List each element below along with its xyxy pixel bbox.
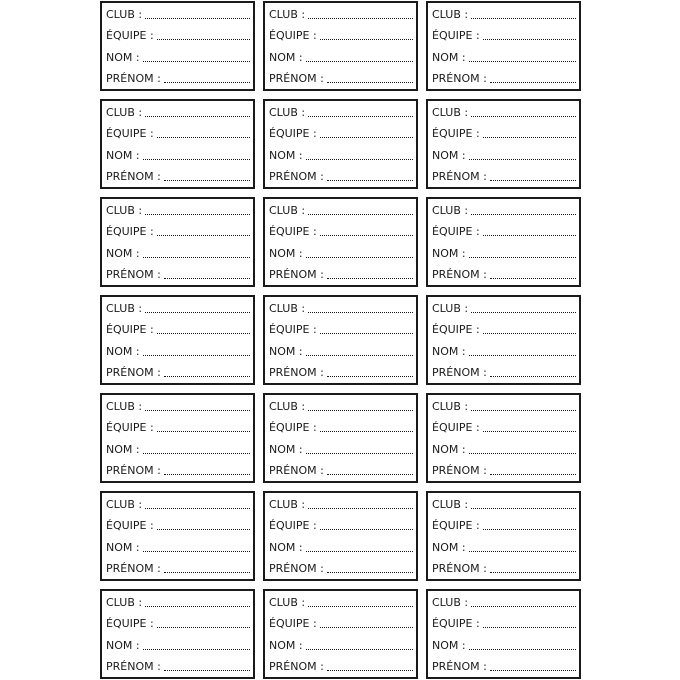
field-label: PRÉNOM : bbox=[432, 71, 487, 85]
field-label: NOM : bbox=[269, 540, 303, 554]
field-row-prenom bbox=[432, 264, 576, 285]
dotted-fill-line[interactable] bbox=[483, 529, 576, 530]
field-label: NOM : bbox=[106, 540, 140, 554]
field-row-equipe bbox=[269, 515, 413, 536]
dotted-fill-line[interactable] bbox=[320, 137, 413, 138]
field-label: CLUB : bbox=[106, 106, 143, 119]
field-label: ÉQUIPE : bbox=[269, 519, 317, 533]
dotted-fill-line[interactable] bbox=[308, 508, 413, 509]
field-row-nom bbox=[432, 439, 576, 460]
field-label: PRÉNOM : bbox=[269, 463, 324, 477]
field-row-equipe bbox=[106, 613, 250, 634]
field-label: PRÉNOM : bbox=[106, 659, 161, 673]
label-card bbox=[426, 491, 581, 581]
field-row-nom bbox=[432, 47, 576, 68]
field-row-prenom bbox=[106, 656, 250, 677]
dotted-fill-line[interactable] bbox=[469, 257, 576, 258]
dotted-fill-line[interactable] bbox=[143, 257, 250, 258]
dotted-fill-line[interactable] bbox=[145, 410, 250, 411]
field-row-club bbox=[106, 298, 250, 319]
field-row-prenom bbox=[432, 656, 576, 677]
field-row-club bbox=[432, 102, 576, 123]
field-row-nom bbox=[269, 635, 413, 656]
dotted-fill-line[interactable] bbox=[483, 627, 576, 628]
field-label: NOM : bbox=[432, 540, 466, 554]
dotted-fill-line[interactable] bbox=[157, 235, 250, 236]
field-row-nom bbox=[269, 439, 413, 460]
field-label: PRÉNOM : bbox=[432, 169, 487, 183]
dotted-fill-line[interactable] bbox=[320, 529, 413, 530]
field-label: PRÉNOM : bbox=[106, 71, 161, 85]
dotted-fill-line[interactable] bbox=[471, 116, 576, 117]
dotted-fill-line[interactable] bbox=[145, 606, 250, 607]
dotted-fill-line[interactable] bbox=[157, 627, 250, 628]
dotted-fill-line[interactable] bbox=[471, 508, 576, 509]
field-row-equipe bbox=[269, 319, 413, 340]
field-label: NOM : bbox=[432, 344, 466, 358]
field-label: ÉQUIPE : bbox=[106, 617, 154, 631]
dotted-fill-line[interactable] bbox=[471, 214, 576, 215]
dotted-fill-line[interactable] bbox=[327, 278, 413, 279]
field-row-equipe bbox=[269, 417, 413, 438]
dotted-fill-line[interactable] bbox=[143, 649, 250, 650]
field-label: ÉQUIPE : bbox=[106, 29, 154, 43]
field-label: NOM : bbox=[269, 50, 303, 64]
label-card bbox=[263, 295, 418, 385]
label-card bbox=[100, 197, 255, 287]
dotted-fill-line[interactable] bbox=[145, 214, 250, 215]
field-row-nom bbox=[269, 145, 413, 166]
field-label: ÉQUIPE : bbox=[106, 519, 154, 533]
dotted-fill-line[interactable] bbox=[308, 410, 413, 411]
field-label: ÉQUIPE : bbox=[269, 421, 317, 435]
field-row-club bbox=[106, 592, 250, 613]
dotted-fill-line[interactable] bbox=[308, 606, 413, 607]
label-card bbox=[263, 1, 418, 91]
dotted-fill-line[interactable] bbox=[490, 278, 576, 279]
dotted-fill-line[interactable] bbox=[145, 116, 250, 117]
field-label: CLUB : bbox=[106, 596, 143, 609]
field-label: ÉQUIPE : bbox=[269, 617, 317, 631]
field-label: ÉQUIPE : bbox=[432, 323, 480, 337]
field-label: CLUB : bbox=[432, 204, 469, 217]
dotted-fill-line[interactable] bbox=[469, 159, 576, 160]
dotted-fill-line[interactable] bbox=[164, 670, 250, 671]
field-row-equipe bbox=[106, 515, 250, 536]
field-label: NOM : bbox=[269, 442, 303, 456]
field-label: ÉQUIPE : bbox=[432, 617, 480, 631]
field-row-nom bbox=[106, 439, 250, 460]
field-row-equipe bbox=[432, 123, 576, 144]
dotted-fill-line[interactable] bbox=[157, 137, 250, 138]
label-card bbox=[263, 589, 418, 679]
field-row-nom bbox=[269, 243, 413, 264]
field-label: CLUB : bbox=[269, 400, 306, 413]
field-label: PRÉNOM : bbox=[106, 463, 161, 477]
dotted-fill-line[interactable] bbox=[164, 376, 250, 377]
field-row-equipe bbox=[432, 25, 576, 46]
dotted-fill-line[interactable] bbox=[469, 649, 576, 650]
field-label: CLUB : bbox=[269, 302, 306, 315]
field-label: NOM : bbox=[106, 442, 140, 456]
field-label: ÉQUIPE : bbox=[432, 29, 480, 43]
field-label: NOM : bbox=[269, 148, 303, 162]
dotted-fill-line[interactable] bbox=[164, 180, 250, 181]
field-row-prenom bbox=[106, 558, 250, 579]
field-label: NOM : bbox=[269, 344, 303, 358]
field-row-nom bbox=[432, 243, 576, 264]
field-label: PRÉNOM : bbox=[432, 267, 487, 281]
field-label: ÉQUIPE : bbox=[106, 421, 154, 435]
field-row-club bbox=[106, 200, 250, 221]
field-label: CLUB : bbox=[269, 498, 306, 511]
field-label: NOM : bbox=[106, 246, 140, 260]
field-row-club bbox=[269, 200, 413, 221]
field-label: PRÉNOM : bbox=[432, 561, 487, 575]
field-row-nom bbox=[106, 243, 250, 264]
field-row-nom bbox=[106, 341, 250, 362]
field-row-equipe bbox=[106, 319, 250, 340]
field-label: PRÉNOM : bbox=[269, 561, 324, 575]
field-row-prenom bbox=[106, 362, 250, 383]
field-row-equipe bbox=[106, 221, 250, 242]
dotted-fill-line[interactable] bbox=[327, 180, 413, 181]
field-row-equipe bbox=[432, 515, 576, 536]
field-label: ÉQUIPE : bbox=[269, 323, 317, 337]
field-label: CLUB : bbox=[269, 596, 306, 609]
dotted-fill-line[interactable] bbox=[490, 572, 576, 573]
dotted-fill-line[interactable] bbox=[490, 474, 576, 475]
dotted-fill-line[interactable] bbox=[327, 572, 413, 573]
field-row-prenom bbox=[106, 166, 250, 187]
field-label: NOM : bbox=[269, 638, 303, 652]
field-row-club bbox=[106, 102, 250, 123]
dotted-fill-line[interactable] bbox=[327, 376, 413, 377]
dotted-fill-line[interactable] bbox=[306, 159, 413, 160]
dotted-fill-line[interactable] bbox=[157, 333, 250, 334]
dotted-fill-line[interactable] bbox=[308, 18, 413, 19]
field-row-nom bbox=[269, 537, 413, 558]
field-row-club bbox=[432, 396, 576, 417]
field-label: CLUB : bbox=[269, 204, 306, 217]
field-label: ÉQUIPE : bbox=[269, 29, 317, 43]
dotted-fill-line[interactable] bbox=[327, 474, 413, 475]
dotted-fill-line[interactable] bbox=[164, 474, 250, 475]
field-row-nom bbox=[432, 145, 576, 166]
field-row-prenom bbox=[269, 264, 413, 285]
dotted-fill-line[interactable] bbox=[157, 529, 250, 530]
field-label: ÉQUIPE : bbox=[432, 519, 480, 533]
field-row-club bbox=[269, 592, 413, 613]
field-row-club bbox=[269, 396, 413, 417]
dotted-fill-line[interactable] bbox=[490, 376, 576, 377]
label-card bbox=[263, 197, 418, 287]
field-row-prenom bbox=[106, 68, 250, 89]
dotted-fill-line[interactable] bbox=[469, 355, 576, 356]
field-row-prenom bbox=[269, 656, 413, 677]
field-row-equipe bbox=[432, 613, 576, 634]
dotted-fill-line[interactable] bbox=[306, 649, 413, 650]
field-label: ÉQUIPE : bbox=[106, 323, 154, 337]
field-row-equipe bbox=[432, 221, 576, 242]
dotted-fill-line[interactable] bbox=[143, 453, 250, 454]
field-label: CLUB : bbox=[106, 8, 143, 21]
label-card bbox=[100, 589, 255, 679]
dotted-fill-line[interactable] bbox=[471, 18, 576, 19]
field-label: PRÉNOM : bbox=[106, 365, 161, 379]
dotted-fill-line[interactable] bbox=[490, 670, 576, 671]
dotted-fill-line[interactable] bbox=[320, 627, 413, 628]
field-label: CLUB : bbox=[432, 596, 469, 609]
field-row-prenom bbox=[432, 362, 576, 383]
dotted-fill-line[interactable] bbox=[483, 137, 576, 138]
dotted-fill-line[interactable] bbox=[483, 431, 576, 432]
field-label: PRÉNOM : bbox=[106, 561, 161, 575]
field-label: CLUB : bbox=[106, 400, 143, 413]
field-row-club bbox=[432, 592, 576, 613]
label-card bbox=[100, 295, 255, 385]
field-label: PRÉNOM : bbox=[269, 169, 324, 183]
label-card bbox=[100, 1, 255, 91]
field-row-prenom bbox=[106, 460, 250, 481]
field-label: NOM : bbox=[432, 638, 466, 652]
field-label: PRÉNOM : bbox=[269, 659, 324, 673]
dotted-fill-line[interactable] bbox=[157, 431, 250, 432]
dotted-fill-line[interactable] bbox=[490, 180, 576, 181]
dotted-fill-line[interactable] bbox=[306, 61, 413, 62]
field-row-club bbox=[269, 102, 413, 123]
dotted-fill-line[interactable] bbox=[327, 670, 413, 671]
dotted-fill-line[interactable] bbox=[327, 82, 413, 83]
field-row-prenom bbox=[269, 68, 413, 89]
field-label: CLUB : bbox=[106, 204, 143, 217]
field-row-equipe bbox=[269, 25, 413, 46]
field-row-nom bbox=[432, 341, 576, 362]
field-label: PRÉNOM : bbox=[106, 267, 161, 281]
field-label: NOM : bbox=[432, 246, 466, 260]
field-label: CLUB : bbox=[432, 498, 469, 511]
label-card bbox=[263, 99, 418, 189]
field-label: NOM : bbox=[432, 50, 466, 64]
label-card bbox=[426, 589, 581, 679]
field-row-nom bbox=[106, 635, 250, 656]
field-label: PRÉNOM : bbox=[269, 267, 324, 281]
field-row-equipe bbox=[106, 25, 250, 46]
dotted-fill-line[interactable] bbox=[483, 39, 576, 40]
field-row-club bbox=[106, 396, 250, 417]
field-label: PRÉNOM : bbox=[269, 365, 324, 379]
dotted-fill-line[interactable] bbox=[164, 278, 250, 279]
dotted-fill-line[interactable] bbox=[306, 355, 413, 356]
dotted-fill-line[interactable] bbox=[471, 606, 576, 607]
dotted-fill-line[interactable] bbox=[469, 453, 576, 454]
field-label: ÉQUIPE : bbox=[269, 225, 317, 239]
field-row-equipe bbox=[269, 613, 413, 634]
dotted-fill-line[interactable] bbox=[320, 39, 413, 40]
field-row-equipe bbox=[432, 319, 576, 340]
field-label: ÉQUIPE : bbox=[432, 421, 480, 435]
field-row-nom bbox=[269, 341, 413, 362]
field-label: NOM : bbox=[106, 148, 140, 162]
field-label: NOM : bbox=[106, 50, 140, 64]
dotted-fill-line[interactable] bbox=[308, 312, 413, 313]
field-label: NOM : bbox=[432, 148, 466, 162]
field-row-prenom bbox=[269, 166, 413, 187]
dotted-fill-line[interactable] bbox=[483, 235, 576, 236]
label-card bbox=[426, 197, 581, 287]
dotted-fill-line[interactable] bbox=[164, 82, 250, 83]
label-card bbox=[100, 393, 255, 483]
field-row-prenom bbox=[432, 460, 576, 481]
label-card bbox=[426, 1, 581, 91]
field-row-nom bbox=[432, 537, 576, 558]
dotted-fill-line[interactable] bbox=[490, 82, 576, 83]
field-label: CLUB : bbox=[269, 106, 306, 119]
field-row-club bbox=[432, 494, 576, 515]
dotted-fill-line[interactable] bbox=[143, 551, 250, 552]
field-label: ÉQUIPE : bbox=[106, 225, 154, 239]
field-row-prenom bbox=[106, 264, 250, 285]
field-row-prenom bbox=[432, 68, 576, 89]
dotted-fill-line[interactable] bbox=[143, 159, 250, 160]
dotted-fill-line[interactable] bbox=[308, 116, 413, 117]
dotted-fill-line[interactable] bbox=[469, 551, 576, 552]
field-row-prenom bbox=[269, 558, 413, 579]
field-label: NOM : bbox=[106, 344, 140, 358]
field-row-nom bbox=[269, 47, 413, 68]
label-card bbox=[100, 99, 255, 189]
field-row-prenom bbox=[432, 166, 576, 187]
label-card bbox=[426, 393, 581, 483]
field-label: PRÉNOM : bbox=[432, 659, 487, 673]
field-label: PRÉNOM : bbox=[432, 365, 487, 379]
dotted-fill-line[interactable] bbox=[471, 410, 576, 411]
field-row-club bbox=[106, 494, 250, 515]
field-row-club bbox=[432, 298, 576, 319]
dotted-fill-line[interactable] bbox=[320, 431, 413, 432]
field-label: CLUB : bbox=[432, 302, 469, 315]
field-row-equipe bbox=[106, 123, 250, 144]
field-label: PRÉNOM : bbox=[106, 169, 161, 183]
field-label: ÉQUIPE : bbox=[432, 127, 480, 141]
field-row-nom bbox=[106, 145, 250, 166]
dotted-fill-line[interactable] bbox=[145, 18, 250, 19]
label-sheet bbox=[100, 1, 581, 679]
field-row-prenom bbox=[269, 362, 413, 383]
field-label: ÉQUIPE : bbox=[106, 127, 154, 141]
label-card bbox=[426, 295, 581, 385]
label-card bbox=[426, 99, 581, 189]
dotted-fill-line[interactable] bbox=[164, 572, 250, 573]
field-label: NOM : bbox=[106, 638, 140, 652]
dotted-fill-line[interactable] bbox=[483, 333, 576, 334]
dotted-fill-line[interactable] bbox=[157, 39, 250, 40]
field-row-nom bbox=[106, 537, 250, 558]
dotted-fill-line[interactable] bbox=[306, 453, 413, 454]
dotted-fill-line[interactable] bbox=[306, 551, 413, 552]
dotted-fill-line[interactable] bbox=[145, 508, 250, 509]
field-label: CLUB : bbox=[432, 8, 469, 21]
field-label: CLUB : bbox=[106, 498, 143, 511]
field-row-club bbox=[106, 4, 250, 25]
field-label: NOM : bbox=[432, 442, 466, 456]
dotted-fill-line[interactable] bbox=[471, 312, 576, 313]
field-row-nom bbox=[432, 635, 576, 656]
dotted-fill-line[interactable] bbox=[320, 333, 413, 334]
field-row-club bbox=[432, 4, 576, 25]
dotted-fill-line[interactable] bbox=[469, 61, 576, 62]
label-card bbox=[263, 491, 418, 581]
field-row-club bbox=[269, 4, 413, 25]
field-row-prenom bbox=[269, 460, 413, 481]
field-row-club bbox=[269, 494, 413, 515]
field-row-equipe bbox=[432, 417, 576, 438]
dotted-fill-line[interactable] bbox=[143, 355, 250, 356]
label-card bbox=[100, 491, 255, 581]
field-label: PRÉNOM : bbox=[432, 463, 487, 477]
field-label: CLUB : bbox=[432, 106, 469, 119]
dotted-fill-line[interactable] bbox=[320, 235, 413, 236]
field-label: ÉQUIPE : bbox=[269, 127, 317, 141]
field-label: CLUB : bbox=[432, 400, 469, 413]
field-row-equipe bbox=[269, 221, 413, 242]
field-row-club bbox=[269, 298, 413, 319]
field-row-nom bbox=[106, 47, 250, 68]
field-label: CLUB : bbox=[106, 302, 143, 315]
field-label: CLUB : bbox=[269, 8, 306, 21]
field-label: ÉQUIPE : bbox=[432, 225, 480, 239]
field-row-equipe bbox=[269, 123, 413, 144]
field-row-equipe bbox=[106, 417, 250, 438]
field-label: PRÉNOM : bbox=[269, 71, 324, 85]
field-row-club bbox=[432, 200, 576, 221]
dotted-fill-line[interactable] bbox=[145, 312, 250, 313]
field-label: NOM : bbox=[269, 246, 303, 260]
dotted-fill-line[interactable] bbox=[306, 257, 413, 258]
dotted-fill-line[interactable] bbox=[143, 61, 250, 62]
label-card bbox=[263, 393, 418, 483]
dotted-fill-line[interactable] bbox=[308, 214, 413, 215]
field-row-prenom bbox=[432, 558, 576, 579]
